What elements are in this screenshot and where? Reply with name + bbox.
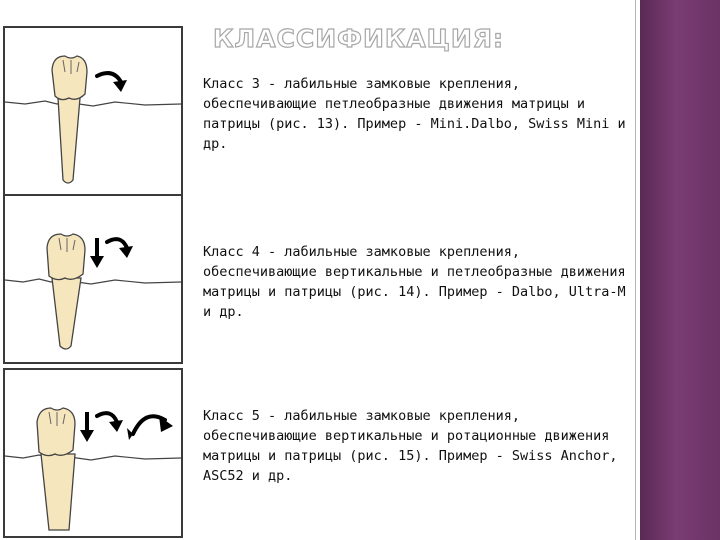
slide-title: КЛАССИФИКАЦИЯ: — [213, 24, 505, 53]
class-5-description: Класс 5 - лабильные замковые крепления, обеспечивающие вертикальные и ротационные движения матрицы и патрицы (рис. 15). Пример - Swiss Anchor, ASC52 и др. — [203, 408, 618, 484]
class-3-description: Класс 3 - лабильные замковые крепления, обеспечивающие петлеобразные движения матрицы и патрицы (рис. 13). Пример - Mini.Dalbo, Swiss Mini и др. — [203, 76, 626, 152]
class-4-description: Класс 4 - лабильные замковые крепления, обеспечивающие вертикальные и петлеобразные движения матрицы и патрицы (рис. 14). Пример - Dalbo, Ultra-M и др. — [203, 244, 626, 320]
sidebar-divider — [635, 0, 636, 540]
figure-panel-class-4 — [3, 194, 183, 364]
tooth-icon — [52, 56, 87, 183]
loop-arrow-icon — [107, 239, 133, 258]
figure-panel-class-3 — [3, 26, 183, 196]
decorative-sidebar — [640, 0, 720, 540]
loop-arrow-icon — [97, 73, 127, 92]
tooth-icon — [47, 234, 85, 349]
loop-arrow-icon — [97, 413, 123, 432]
vertical-arrow-icon — [90, 238, 104, 268]
tooth-icon — [37, 408, 75, 530]
figure-panel-class-5 — [3, 368, 183, 538]
vertical-arrow-icon — [80, 412, 94, 442]
rotation-arrow-icon — [127, 416, 173, 440]
